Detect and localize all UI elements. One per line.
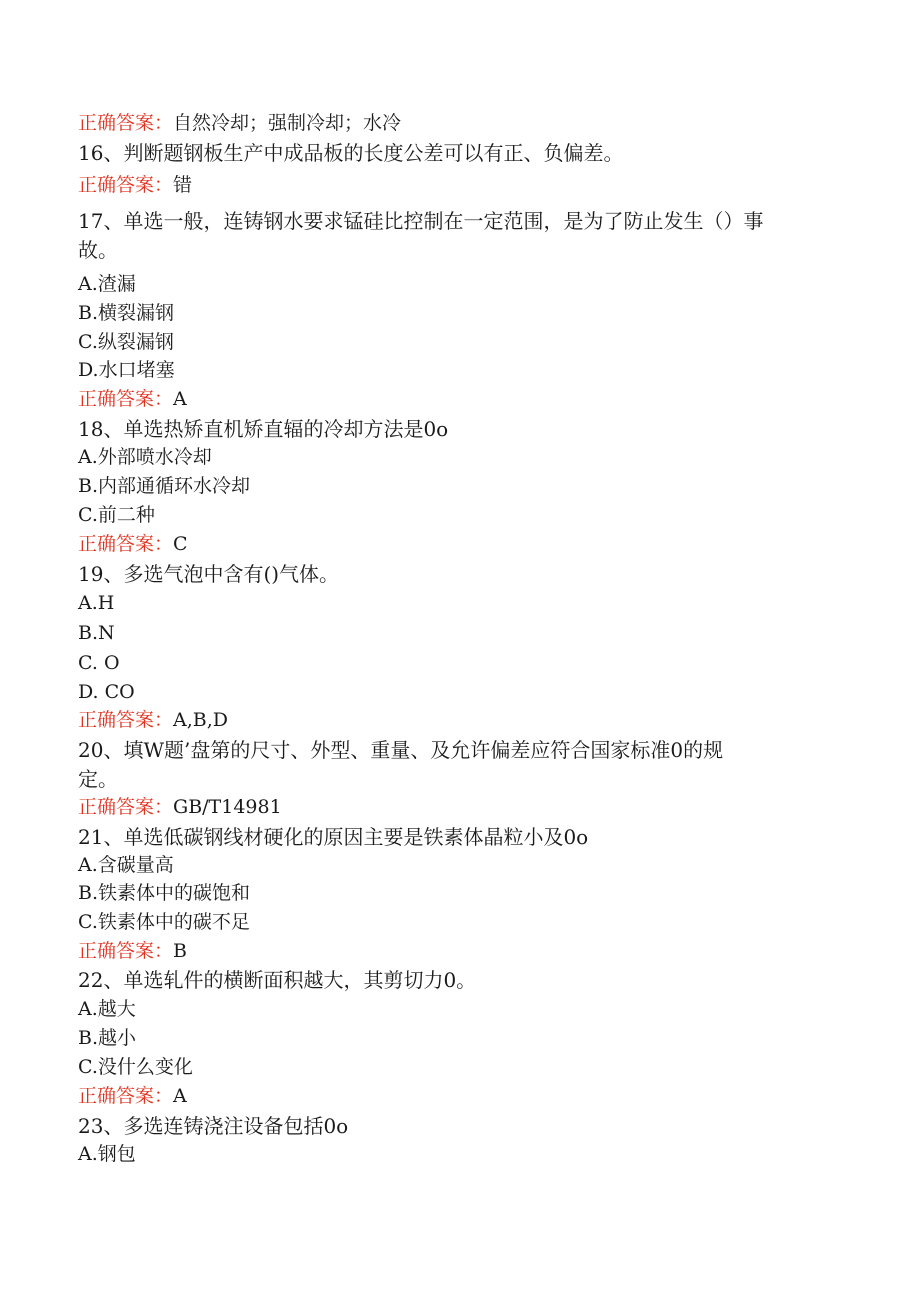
option-text: A.渣漏 bbox=[78, 273, 136, 295]
option-text: A.含碳量高 bbox=[78, 854, 174, 876]
option-text: A.外部喷水冷却 bbox=[78, 446, 212, 468]
answer-value: A bbox=[173, 388, 187, 410]
option-text: D.水口堵塞 bbox=[78, 359, 175, 381]
option-text: B.N bbox=[78, 622, 115, 644]
option-text: C.铁素体中的碳不足 bbox=[78, 911, 250, 933]
answer-line bbox=[78, 176, 192, 195]
answer-label: 正确答案： bbox=[78, 112, 174, 134]
option-text: D. CO bbox=[78, 681, 135, 703]
question-text: 定。 bbox=[78, 767, 118, 791]
option-text: B.铁素体中的碳饱和 bbox=[78, 882, 251, 904]
answer-line bbox=[78, 942, 187, 961]
option-text: B.内部通循环水冷却 bbox=[78, 475, 251, 497]
option-text: A.越大 bbox=[78, 998, 136, 1020]
answer-label: 正确答案： bbox=[78, 1085, 174, 1107]
option-text: A.H bbox=[78, 592, 115, 614]
option-text: B.横裂漏钢 bbox=[78, 302, 175, 324]
question-text: 16、判断题钢板生产中成品板的长度公差可以有正、负偏差。 bbox=[78, 141, 624, 165]
option-text: C.没什么变化 bbox=[78, 1056, 193, 1078]
answer-value: C bbox=[173, 533, 188, 555]
answer-line bbox=[78, 1087, 187, 1106]
answer-label: 正确答案： bbox=[78, 388, 174, 410]
question-text: 21、单选低碳钢线材硬化的原因主要是铁素体晶粒小及0o bbox=[78, 825, 589, 849]
option-text: B.越小 bbox=[78, 1027, 137, 1049]
question-text: 20、填W题’盘第的尺寸、外型、重量、及允许偏差应符合国家标准0的规 bbox=[78, 738, 724, 762]
answer-value: 自然冷却；强制冷却；水冷 bbox=[173, 112, 402, 134]
question-text: 23、多选连铸浇注设备包括0o bbox=[78, 1114, 349, 1138]
question-text: 故。 bbox=[78, 238, 118, 262]
answer-line bbox=[78, 390, 187, 409]
answer-label: 正确答案： bbox=[78, 940, 174, 962]
question-text: 22、单选轧件的横断面积越大，其剪切力0。 bbox=[78, 968, 477, 992]
answer-value: 错 bbox=[173, 174, 193, 196]
answer-line bbox=[78, 114, 401, 133]
answer-value: A bbox=[173, 1085, 187, 1107]
option-text: C.前二种 bbox=[78, 504, 155, 526]
answer-line bbox=[78, 798, 282, 817]
answer-line bbox=[78, 535, 188, 554]
answer-line bbox=[78, 711, 228, 730]
option-text: C. O bbox=[78, 652, 120, 674]
answer-label: 正确答案： bbox=[78, 174, 174, 196]
option-text: C.纵裂漏钢 bbox=[78, 331, 174, 353]
question-text: 18、单选热矫直机矫直辐的冷却方法是0o bbox=[78, 417, 449, 441]
question-text: 17、单选一般，连铸钢水要求锰硅比控制在一定范围，是为了防止发生（）事 bbox=[78, 209, 764, 233]
answer-label: 正确答案： bbox=[78, 533, 174, 555]
answer-value: GB/T14981 bbox=[173, 796, 282, 818]
answer-label: 正确答案： bbox=[78, 709, 174, 731]
question-text: 19、多选气泡中含有()气体。 bbox=[78, 562, 340, 586]
answer-value: B bbox=[173, 940, 187, 962]
answer-value: A,B,D bbox=[173, 709, 229, 731]
answer-label: 正确答案： bbox=[78, 796, 174, 818]
option-text: A.钢包 bbox=[78, 1143, 136, 1165]
